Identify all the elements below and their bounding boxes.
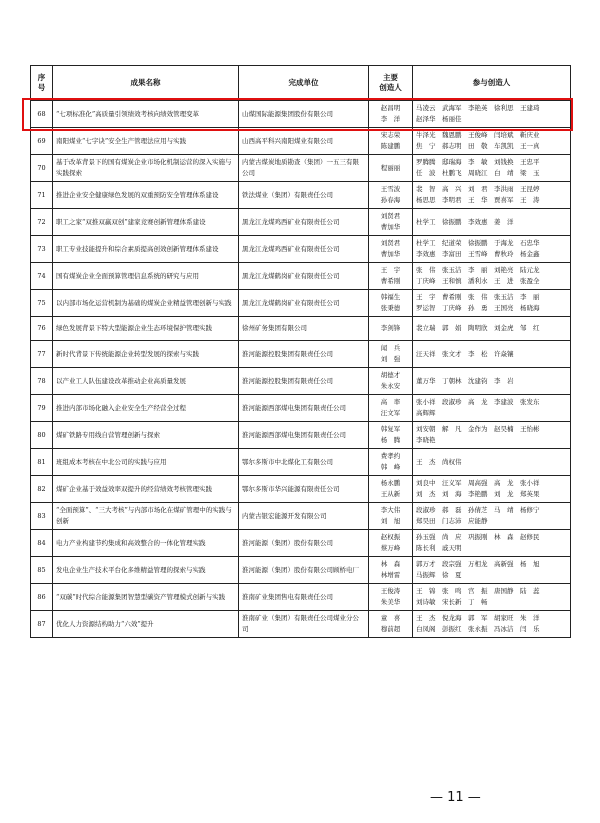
cell-lead: 程丽丽 <box>369 155 413 182</box>
cell-name: 基于改革背景下的国有煤炭企业市场化机制运营的深入实施与实践探索 <box>53 155 239 182</box>
cell-lead: 宋志荣 陈建鹏 <box>369 128 413 155</box>
cell-unit: 黑龙江龙煤鸡西矿业有限责任公司 <box>239 209 369 236</box>
header-row <box>31 66 571 101</box>
cell-lead: 童 喜 穆前超 <box>369 611 413 638</box>
cell-participants: 刘良中 汪义军 周高强 高 龙 张小祥 刘 杰 刘 海 李艳鹏 刘 龙 郑英果 <box>413 476 571 503</box>
cell-name: 南阳煤业“七字诀”安全生产管理法应用与实践 <box>53 128 239 155</box>
cell-participants: 张 伟 张玉洁 李 丽 刘艳亮 陆元龙 丁庆峰 王和慎 潘利水 王 进 张盈全 <box>413 263 571 290</box>
cell-participants: 杜学工 纪道荣 徐振鹏 于海龙 石忠华 李效惠 李富田 王雪峰 曹秋玲 杨金鑫 <box>413 236 571 263</box>
cell-no: 79 <box>31 395 53 422</box>
cell-unit: 淮南矿业集团售电有限责任公司 <box>239 584 369 611</box>
table-row <box>31 317 571 341</box>
cell-no: 68 <box>31 101 53 128</box>
cell-name: 以产业工人队伍建设改革推动企业高质量发展 <box>53 368 239 395</box>
cell-lead: 韩复军 杨 腾 <box>369 422 413 449</box>
cell-participants: 马凌云 武海军 李艳英 徐利思 王建琦 赵泽华 杨丽佳 <box>413 101 571 128</box>
cell-no: 85 <box>31 557 53 584</box>
cell-no: 81 <box>31 449 53 476</box>
cell-lead: 王俊涛 朱美华 <box>369 584 413 611</box>
cell-no: 80 <box>31 422 53 449</box>
page-number: — 11 — <box>430 790 481 805</box>
cell-lead: 李剑锋 <box>369 317 413 341</box>
cell-no: 72 <box>31 209 53 236</box>
header-participants: 参与创造人 <box>413 66 571 101</box>
cell-participants: 张小祥 段淑珍 高 龙 李建波 张发东 高辉辉 <box>413 395 571 422</box>
cell-unit: 鄂尔多斯市中北煤化工有限公司 <box>239 449 369 476</box>
cell-unit: 淮河能源西部煤电集团有限责任公司 <box>239 422 369 449</box>
cell-name: 发电企业生产技术平台化多维精益管理的探索与实践 <box>53 557 239 584</box>
cell-participants: 裴立瑞 郭 娟 陶明欣 刘金虎 邹 红 <box>413 317 571 341</box>
table-row <box>31 341 571 368</box>
cell-participants: 王 宇 曹希刚 张 伟 张玉洁 李 丽 罗运智 丁庆峰 孙 勇 王国亮 杨晓海 <box>413 290 571 317</box>
cell-lead: 赵权振 蔡万峰 <box>369 530 413 557</box>
table-row <box>31 209 571 236</box>
cell-name: 职工专业技能提升和综合素质提高创效创新管理体系建设 <box>53 236 239 263</box>
cell-no: 71 <box>31 182 53 209</box>
cell-unit: 山西高平科兴南阳煤业有限公司 <box>239 128 369 155</box>
cell-name: 煤矿企业基于效益效率双提升的经营绩效考核管理实践 <box>53 476 239 503</box>
header-lead: 主要 创造人 <box>369 66 413 101</box>
cell-name: 推进内部市场化融入企业安全生产经营全过程 <box>53 395 239 422</box>
table-row <box>31 236 571 263</box>
cell-name: 推进企业安全健康绿色发展的双重预防安全管理体系建设 <box>53 182 239 209</box>
cell-lead: 林 森 林增雷 <box>369 557 413 584</box>
cell-lead: 王 宇 曹希刚 <box>369 263 413 290</box>
cell-name: 绿色发展背景下特大型能源企业生态环境保护管理实践 <box>53 317 239 341</box>
cell-name: 职工之家“双推双赢双创”建家竞赛创新管理体系建设 <box>53 209 239 236</box>
header-name: 成果名称 <box>53 66 239 101</box>
table-row <box>31 155 571 182</box>
cell-unit: 黑龙江龙煤鹤岗矿业有限责任公司 <box>239 263 369 290</box>
table-row <box>31 290 571 317</box>
cell-no: 84 <box>31 530 53 557</box>
cell-no: 77 <box>31 341 53 368</box>
cell-no: 74 <box>31 263 53 290</box>
cell-lead: 费孝约 韩 峰 <box>369 449 413 476</box>
cell-lead: 胡德才 朱永安 <box>369 368 413 395</box>
cell-name: “七项标准化”高质量引领绩效考核向绩效管理变革 <box>53 101 239 128</box>
cell-unit: 淮河能源控股集团有限责任公司 <box>239 341 369 368</box>
table-row <box>31 422 571 449</box>
cell-participants: 王 杰 倪龙海 郭 军 胡家旺 朱 洋 白凤阁 彭振红 张永振 冯冰洁 闫 乐 <box>413 611 571 638</box>
cell-no: 70 <box>31 155 53 182</box>
cell-unit: 内蒙古银宏能源开发有限公司 <box>239 503 369 530</box>
cell-unit: 淮河能源（集团）股份有限公司 <box>239 530 369 557</box>
table-row <box>31 101 571 128</box>
cell-lead: 韩福生 张秉德 <box>369 290 413 317</box>
cell-no: 82 <box>31 476 53 503</box>
cell-no: 86 <box>31 584 53 611</box>
cell-unit: 黑龙江龙煤鸡西矿业有限责任公司 <box>239 236 369 263</box>
cell-name: 电力产业构建节约集成和高效整合的一体化管理实践 <box>53 530 239 557</box>
table-row <box>31 182 571 209</box>
cell-lead: 赵昌明 李 洋 <box>369 101 413 128</box>
cell-lead: 高 率 汪文军 <box>369 395 413 422</box>
table-row <box>31 503 571 530</box>
cell-no: 75 <box>31 290 53 317</box>
cell-lead: 刘贤君 曹加华 <box>369 236 413 263</box>
header-no: 序 号 <box>31 66 53 101</box>
cell-name: “全面预算”、“三大考核”与内部市场化在煤矿管理中的实践与创新 <box>53 503 239 530</box>
cell-participants: 刘安朝 解 凡 金作为 赵昊楠 王怡彬 李晓艳 <box>413 422 571 449</box>
cell-unit: 淮河能源西部煤电集团有限责任公司 <box>239 395 369 422</box>
cell-name: 优化人力资源结构助力“六效”提升 <box>53 611 239 638</box>
cell-no: 76 <box>31 317 53 341</box>
cell-no: 69 <box>31 128 53 155</box>
cell-no: 87 <box>31 611 53 638</box>
cell-lead: 王雪波 孙春海 <box>369 182 413 209</box>
cell-unit: 山煤国际能源集团股份有限公司 <box>239 101 369 128</box>
cell-participants: 段淑珍 郝 磊 孙倩芝 马 靖 杨修宁 郑昊田 门志沛 应能静 <box>413 503 571 530</box>
table-row <box>31 449 571 476</box>
table-row <box>31 476 571 503</box>
cell-unit: 铁法煤业（集团）有限责任公司 <box>239 182 369 209</box>
cell-participants: 罗腾腾 邸瑞海 李 敏 刘钱换 王忠平 任 波 杜鹏飞 周晓江 白 靖 梁 玉 <box>413 155 571 182</box>
cell-name: 新时代背景下传统能源企业转型发展的探索与实践 <box>53 341 239 368</box>
cell-no: 73 <box>31 236 53 263</box>
header-unit: 完成单位 <box>239 66 369 101</box>
cell-unit: 徐州矿务集团有限公司 <box>239 317 369 341</box>
cell-participants: 牛泽光 魏恩鹏 王俊峰 闫培斌 靳庆业 焦 宁 郝志明 田 敬 车凯凯 王一真 <box>413 128 571 155</box>
results-table <box>30 65 571 638</box>
cell-lead: 李大伟 刘 旭 <box>369 503 413 530</box>
table-row <box>31 611 571 638</box>
cell-unit: 淮河能源（集团）股份有限公司顾桥电厂 <box>239 557 369 584</box>
cell-unit: 淮南矿业（集团）有限责任公司煤业分公司 <box>239 611 369 638</box>
cell-unit: 淮河能源控股集团有限责任公司 <box>239 368 369 395</box>
table-header <box>31 66 571 101</box>
cell-participants: 汪天祥 张文才 李 松 许焱镶 <box>413 341 571 368</box>
cell-no: 78 <box>31 368 53 395</box>
cell-name: “双碳”时代综合能源集团智慧型碳资产管理模式创新与实践 <box>53 584 239 611</box>
cell-participants: 王 杰 尚权伟 <box>413 449 571 476</box>
cell-lead: 闻 兵 刘 强 <box>369 341 413 368</box>
cell-name: 以内部市场化运营机制为基础的煤炭企业精益管理创新与实践 <box>53 290 239 317</box>
cell-name: 煤矿铁路专用线自营管理创新与探索 <box>53 422 239 449</box>
cell-unit: 黑龙江龙煤鹤岗矿业有限责任公司 <box>239 290 369 317</box>
cell-lead: 杨永鹏 王从新 <box>369 476 413 503</box>
table-body <box>31 101 571 638</box>
table-row <box>31 128 571 155</box>
cell-lead: 刘贤君 曹加华 <box>369 209 413 236</box>
cell-participants: 孙玉强 尚 应 巩振刚 林 森 赵修民 陈长利 戚天明 <box>413 530 571 557</box>
cell-name: 班组成本考核在中北公司的实践与应用 <box>53 449 239 476</box>
cell-name: 国有煤炭企业全面预算管理信息系统的研究与应用 <box>53 263 239 290</box>
table-row <box>31 368 571 395</box>
cell-unit: 内蒙古煤炭地质勘查（集团）一五三有限公司 <box>239 155 369 182</box>
table-row <box>31 557 571 584</box>
table-row <box>31 530 571 557</box>
cell-participants: 董万华 丁朝林 沈建钧 李 岩 <box>413 368 571 395</box>
cell-no: 83 <box>31 503 53 530</box>
cell-participants: 王 锦 张 鸣 宫 振 唐国静 陆 蕊 刘诗敏 宋长新 丁 畅 <box>413 584 571 611</box>
cell-participants: 郭万才 段宗强 万相龙 高新强 杨 旭 马振辉 徐 夏 <box>413 557 571 584</box>
table-row <box>31 584 571 611</box>
table-row <box>31 263 571 290</box>
cell-participants: 裴 智 高 兴 刘 君 李洪雨 王昆婷 杨思思 李明君 王 华 贾喜军 王 涛 <box>413 182 571 209</box>
table-row <box>31 395 571 422</box>
cell-participants: 杜学工 徐振鹏 李效惠 姜 洋 <box>413 209 571 236</box>
cell-unit: 鄂尔多斯市华兴能源有限责任公司 <box>239 476 369 503</box>
